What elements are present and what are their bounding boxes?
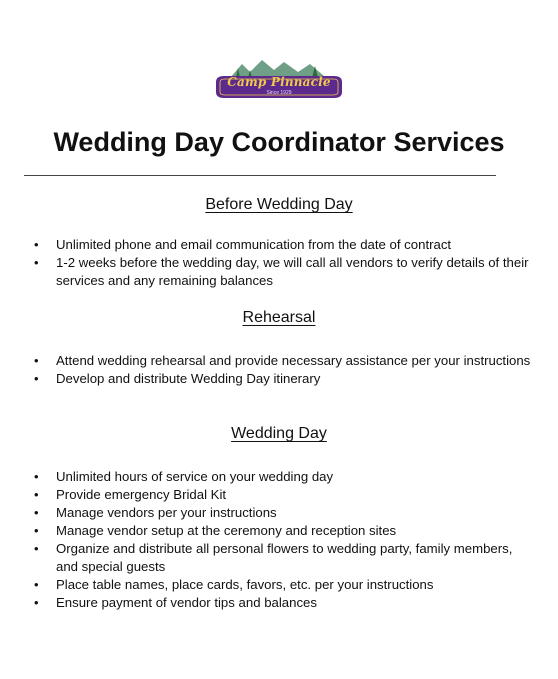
list-item: • Manage vendors per your instructions (32, 504, 532, 522)
list-item: • 1-2 weeks before the wedding day, we will call all vendors to verify details of their services and any remaining balances (32, 254, 532, 290)
list-item: • Unlimited phone and email communication from the date of contract (32, 236, 532, 254)
camp-logo (212, 58, 346, 102)
list-item: • Attend wedding rehearsal and provide necessary assistance per your instructions (32, 352, 532, 370)
logo-name: Camp Pinnacle (227, 75, 331, 89)
logo-tagline: Since 1929 (266, 90, 292, 96)
list-item: • Provide emergency Bridal Kit (32, 486, 532, 504)
section-list-before-wedding-day (32, 236, 532, 290)
section-list-rehearsal (32, 352, 532, 388)
section-heading-before-wedding-day: Before Wedding Day (205, 196, 353, 213)
list-item: • Develop and distribute Wedding Day itinerary (32, 370, 532, 388)
list-item: • Organize and distribute all personal flowers to wedding party, family members, and special guests (32, 540, 532, 576)
section-heading-rehearsal: Rehearsal (242, 309, 316, 326)
list-item: • Unlimited hours of service on your wedding day (32, 468, 532, 486)
title-divider (24, 175, 496, 176)
section-list-wedding-day (32, 468, 532, 612)
section-heading-wedding-day: Wedding Day (231, 425, 327, 442)
list-item: • Place table names, place cards, favors, etc. per your instructions (32, 576, 532, 594)
document-title: Wedding Day Coordinator Services (53, 127, 505, 157)
list-item: • Ensure payment of vendor tips and balances (32, 594, 532, 612)
list-item: • Manage vendor setup at the ceremony and reception sites (32, 522, 532, 540)
